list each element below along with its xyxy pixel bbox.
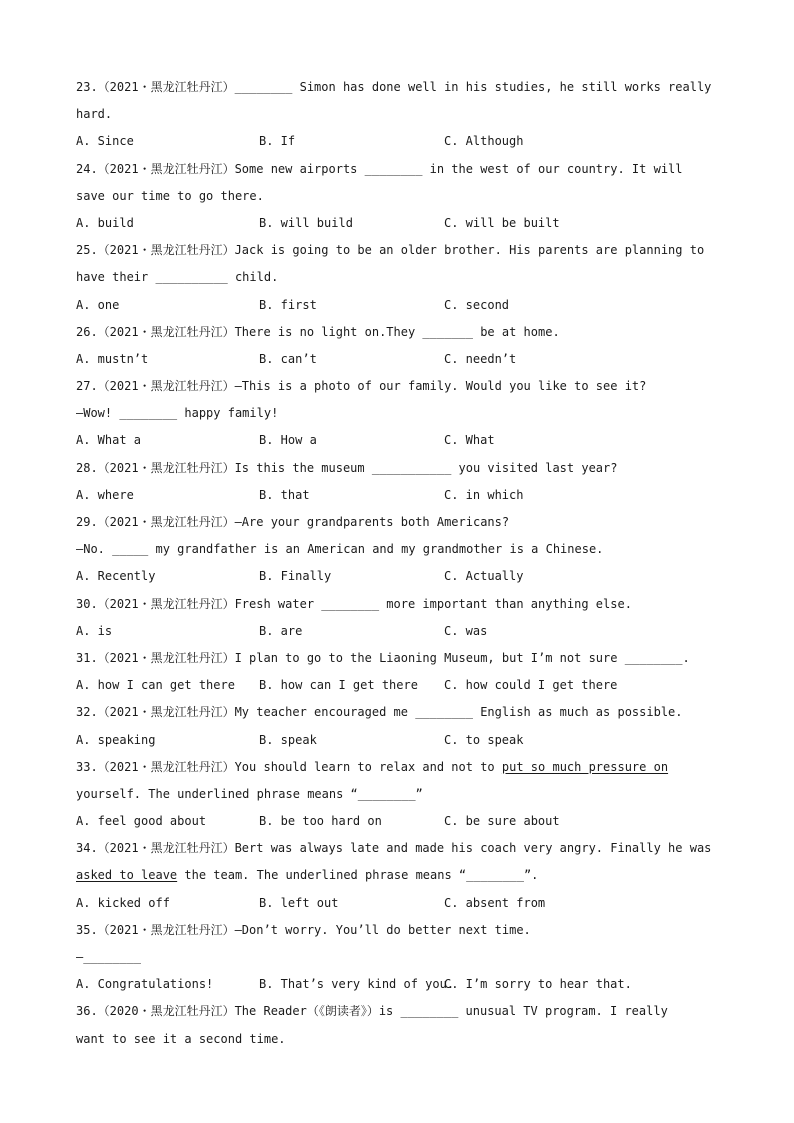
- option-c: C. I’m sorry to hear that.: [444, 977, 632, 992]
- question-32-line-1: 32.（2021・黑龙江牡丹江）My teacher encouraged me ________ English as much as possible.: [76, 705, 683, 720]
- option-c: C. in which: [444, 487, 524, 502]
- option-a: A. mustn’t: [76, 351, 149, 366]
- option-b: B. how can I get there: [259, 678, 418, 693]
- question-list: [76, 74, 726, 1053]
- question-33-line-1: [76, 754, 726, 781]
- option-c: C. Although: [444, 134, 524, 149]
- question-26-options: [76, 346, 726, 373]
- option-c: C. how could I get there: [444, 678, 618, 693]
- option-b: B. If: [259, 134, 296, 149]
- question-29-line-1: 29.（2021・黑龙江牡丹江）—Are your grandparents both Americans?: [76, 515, 510, 529]
- question-26-line-1: 26.（2021・黑龙江牡丹江）There is no light on.They _______ be at home.: [76, 324, 560, 339]
- question-35-line-1: 35.（2021・黑龙江牡丹江）—Don’t worry. You’ll do better next time.: [76, 922, 531, 937]
- question-33-options: [76, 808, 726, 835]
- option-a: A. kicked off: [76, 895, 170, 910]
- question-32-options: [76, 727, 726, 754]
- question-28-options: [76, 482, 726, 509]
- option-b: B. How a: [259, 433, 317, 448]
- option-a: A. Congratulations!: [76, 977, 214, 992]
- question-34-options: [76, 890, 726, 917]
- option-c: C. needn’t: [444, 351, 517, 366]
- question-27-options: [76, 427, 726, 454]
- question-29-options: [76, 563, 726, 590]
- question-27-line-2: —Wow! ________ happy family!: [76, 406, 279, 421]
- option-c: C. Actually: [444, 569, 524, 584]
- option-b: B. can’t: [259, 351, 317, 366]
- option-b: B. be too hard on: [259, 814, 382, 829]
- option-c: C. was: [444, 623, 488, 638]
- question-35-options: [76, 971, 726, 998]
- option-a: A. Since: [76, 134, 134, 149]
- question-25-line-1: 25.（2021・黑龙江牡丹江）Jack is going to be an older brother. His parents are planning to: [76, 243, 705, 258]
- question-23-line-1: 23.（2021・黑龙江牡丹江）________ Simon has done well in his studies, he still works really: [76, 80, 712, 94]
- question-30-line-1: 30.（2021・黑龙江牡丹江）Fresh water ________ more important than anything else.: [76, 596, 632, 611]
- option-a: A. build: [76, 215, 134, 230]
- option-b: B. speak: [259, 732, 317, 747]
- option-c: C. to speak: [444, 732, 524, 747]
- option-c: C. be sure about: [444, 814, 560, 829]
- question-33-text: 33.（2021・黑龙江牡丹江）You should learn to relax and not to: [76, 759, 502, 774]
- option-a: A. feel good about: [76, 814, 207, 829]
- question-30-options: [76, 618, 726, 645]
- question-33-line-2: yourself. The underlined phrase means “________”: [76, 786, 423, 801]
- question-35-line-2: —________: [76, 950, 142, 964]
- option-c: C. will be built: [444, 215, 560, 230]
- option-b: B. that: [259, 487, 310, 502]
- option-a: A. What a: [76, 433, 142, 448]
- underlined-phrase: asked to leave: [76, 868, 178, 883]
- question-25-options: [76, 292, 726, 319]
- question-36-line-1: 36.（2020・黑龙江牡丹江）The Reader（《朗读者》）is ________ unusual TV program. I really: [76, 1004, 668, 1019]
- option-b: B. are: [259, 623, 303, 638]
- option-b: B. first: [259, 297, 317, 312]
- option-a: A. one: [76, 297, 120, 312]
- question-36-line-2: want to see it a second time.: [76, 1031, 286, 1046]
- question-23-options: [76, 128, 726, 155]
- underlined-phrase: put so much pressure on: [501, 759, 669, 774]
- question-34-line-2: [76, 862, 726, 889]
- option-b: B. Finally: [259, 569, 332, 584]
- option-b: B. will build: [259, 215, 353, 230]
- question-24-options: [76, 210, 726, 237]
- option-a: A. Recently: [76, 569, 156, 584]
- option-a: A. speaking: [76, 732, 156, 747]
- question-27-line-1: 27.（2021・黑龙江牡丹江）—This is a photo of our family. Would you like to see it?: [76, 379, 647, 394]
- option-b: B. left out: [259, 895, 339, 910]
- option-a: A. where: [76, 487, 134, 502]
- question-31-options: [76, 672, 726, 699]
- option-b: B. That’s very kind of you.: [259, 977, 455, 992]
- option-c: C. second: [444, 297, 510, 312]
- option-a: A. is: [76, 623, 113, 638]
- question-24-line-2: save our time to go there.: [76, 188, 264, 203]
- question-34-text: the team. The underlined phrase means “________”.: [177, 868, 539, 883]
- question-25-line-2: have their __________ child.: [76, 270, 279, 285]
- question-28-line-1: 28.（2021・黑龙江牡丹江）Is this the museum ___________ you visited last year?: [76, 460, 618, 475]
- option-c: C. absent from: [444, 895, 546, 910]
- question-29-line-2: —No. _____ my grandfather is an American and my grandmother is a Chinese.: [76, 542, 604, 557]
- question-24-line-1: 24.（2021・黑龙江牡丹江）Some new airports ________ in the west of our country. It will: [76, 161, 683, 176]
- question-23-line-2: hard.: [76, 107, 113, 122]
- option-a: A. how I can get there: [76, 678, 235, 693]
- question-31-line-1: 31.（2021・黑龙江牡丹江）I plan to go to the Liaoning Museum, but I’m not sure ________.: [76, 650, 690, 665]
- question-34-line-1: 34.（2021・黑龙江牡丹江）Bert was always late and made his coach very angry. Finally he was: [76, 841, 712, 856]
- option-c: C. What: [444, 433, 495, 448]
